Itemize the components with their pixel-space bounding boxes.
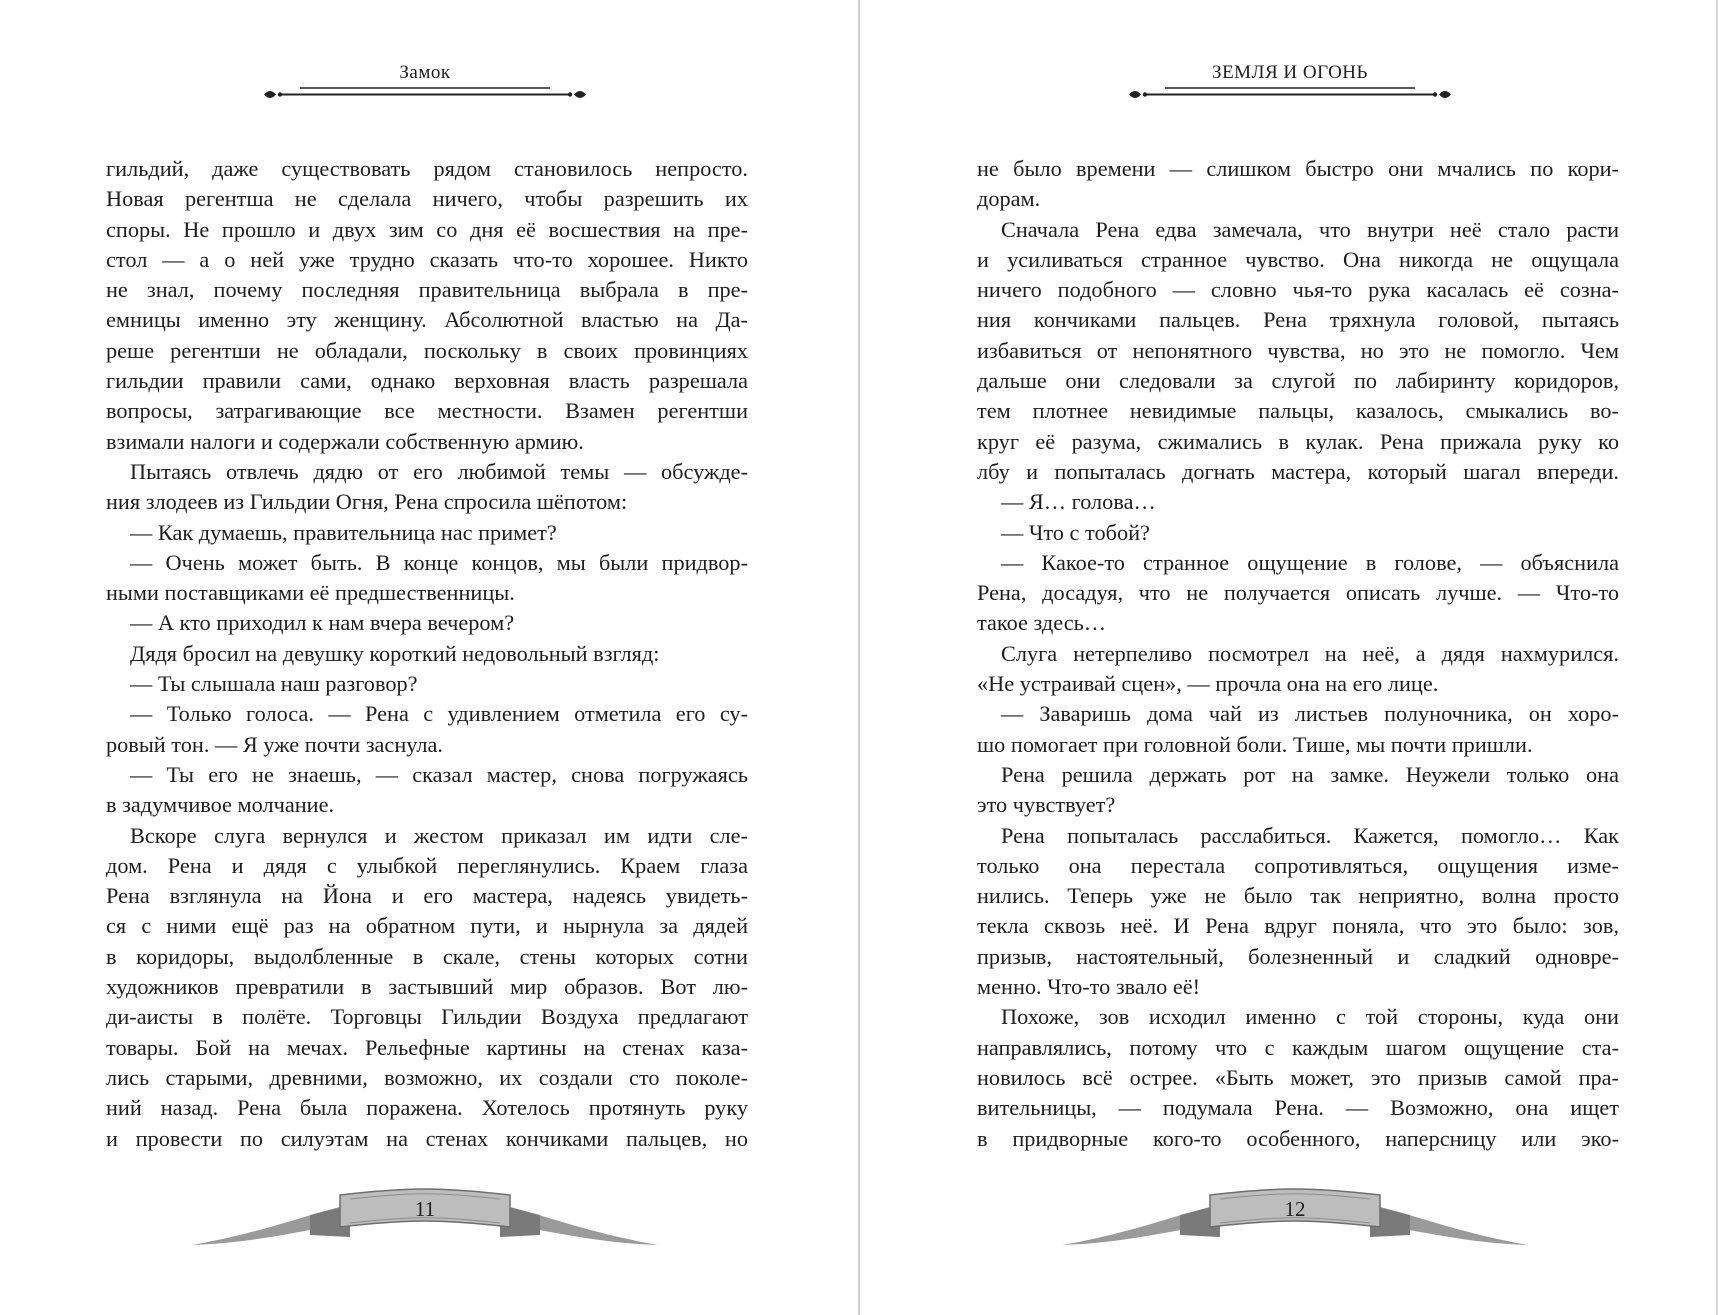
folio-left	[190, 1185, 660, 1255]
text-line: круг её разума, сжимались в кулак. Рена прижала руку ко	[977, 428, 1619, 454]
page-number: 11	[414, 1197, 436, 1221]
text-line: ния злодеев из Гильдии Огня, Рена спросила шёпотом:	[106, 489, 628, 515]
running-head-title: ЗЕМЛЯ И ОГОНЬ	[1212, 62, 1368, 83]
text-line: ничего подобного — словно чья-то рука касалась её созна-	[977, 277, 1619, 303]
text-line: стол — а о ней уже трудно сказать что-то хорошее. Никто	[106, 246, 748, 272]
ornamental-rule-icon	[260, 85, 590, 109]
text-line: направлялись, потому что с каждым шагом ощущение ста-	[977, 1034, 1619, 1060]
page-number: 12	[1284, 1197, 1306, 1221]
text-line: Сначала Рена едва замечала, что внутри неё стало расти	[1001, 216, 1619, 242]
text-line: гильдии правили сами, однако верховная власть разрешала	[106, 368, 748, 394]
text-line: вительницы, — подумала Рена. — Возможно, она ищет	[977, 1095, 1619, 1121]
text-line: в придворные кого-то особенного, наперсницу или эко-	[977, 1125, 1619, 1151]
text-line: тем плотнее невидимые пальцы, казалось, смыкались во-	[977, 398, 1619, 424]
text-line: реше регентши не обладали, поскольку в своих провинциях	[106, 337, 748, 363]
running-head-right	[1125, 55, 1455, 105]
text-line: лись старыми, древними, возможно, их создали сто поколе-	[106, 1064, 748, 1090]
text-block-left	[106, 154, 748, 1154]
text-line: ди-аисты в полёте. Торговцы Гильдии Воздуха предлагают	[106, 1004, 748, 1030]
text-line: и усиливаться странное чувство. Она никогда не ощущала	[977, 246, 1619, 272]
text-line: вопросы, затрагивающие все местности. Взамен регентши	[106, 398, 748, 424]
running-head-title: Замок	[399, 62, 451, 83]
text-line: в коридоры, выдолбленные в скале, стены которых сотни	[106, 943, 748, 969]
text-line: Похоже, зов исходил именно с той стороны, куда они	[1001, 1004, 1619, 1030]
text-line: не было времени — слишком быстро они мчались по кори-	[977, 156, 1619, 181]
text-line: гильдий, даже существовать рядом становилось непросто.	[106, 156, 748, 181]
text-line: дальше они следовали за слугой по лабиринту коридоров,	[977, 368, 1619, 394]
text-line: — Ты слышала наш разговор?	[130, 671, 418, 697]
text-line: Пытаясь отвлечь дядю от его любимой темы — обсужде-	[130, 458, 748, 484]
text-line: — Что с тобой?	[1001, 519, 1150, 545]
text-line: это чувствует?	[977, 792, 1116, 818]
text-line: емницы именно эту женщину. Абсолютной властью на Да-	[106, 307, 748, 333]
text-line: товары. Бой на мечах. Рельефные картины на стенах каза-	[106, 1034, 748, 1060]
text-line: в задумчивое молчание.	[106, 792, 335, 818]
text-line: избавиться от непонятного чувства, но это не помогло. Чем	[977, 337, 1619, 363]
text-line: Дядя бросил на девушку короткий недовольный взгляд:	[130, 640, 660, 666]
text-line: «Не устраивай сцен», — прочла она на его лице.	[977, 671, 1439, 697]
text-line: Новая регентша не сделала ничего, чтобы разрешить их	[106, 186, 748, 212]
text-line: менно. Что-то звало её!	[977, 974, 1201, 1000]
text-line: только она перестала сопротивляться, ощущения изме-	[977, 852, 1619, 878]
left-page	[0, 0, 858, 1315]
text-line: такое здесь…	[977, 610, 1107, 636]
text-line: шо помогает при головной боли. Тише, мы почти пришли.	[977, 731, 1533, 757]
running-head-left	[260, 55, 590, 105]
text-block-right	[977, 154, 1619, 1154]
text-line: Рена попыталась расслабиться. Кажется, помогло… Как	[1001, 822, 1619, 848]
text-line: Слуга нетерпеливо посмотрел на неё, а дядя нахмурился.	[1001, 640, 1619, 666]
text-line: лбу и попыталась догнать мастера, который шагал впереди.	[977, 458, 1619, 484]
text-line: ными поставщиками её предшественницы.	[106, 580, 515, 606]
text-line: — Как думаешь, правительница нас примет?	[130, 519, 557, 545]
text-line: — А кто приходил к нам вчера вечером?	[130, 610, 515, 636]
text-line: ровый тон. — Я уже почти заснула.	[106, 731, 444, 757]
text-line: ния кончиками пальцев. Рена тряхнула головой, пытаясь	[977, 307, 1619, 333]
text-line: дом. Рена и дядя с улыбкой переглянулись. Краем глаза	[106, 852, 748, 878]
text-line: нились. Теперь уже не было так неприятно, волна просто	[977, 883, 1619, 909]
text-line: ся с ними ещё раз на обратном пути, и нырнула за дядей	[106, 913, 748, 939]
right-page	[860, 0, 1718, 1315]
text-line: взимали налоги и содержали собственную армию.	[106, 428, 584, 454]
text-line: — Очень может быть. В конце концов, мы были придвор-	[130, 549, 748, 575]
text-line: Рена взглянула на Йона и его мастера, надеясь увидеть-	[106, 883, 748, 909]
text-line: новилось всё острее. «Быть может, это призыв самой пра-	[977, 1064, 1619, 1090]
text-line: споры. Не прошло и двух зим со дня её восшествия на пре-	[106, 216, 748, 242]
text-line: не знал, почему последняя правительница выбрала в пре-	[106, 277, 748, 303]
text-line: призыв, настоятельный, болезненный и сладкий одновре-	[977, 943, 1619, 969]
text-line: и провести по силуэтам на стенах кончиками пальцев, но	[106, 1125, 748, 1151]
text-line: — Какое-то странное ощущение в голове, — объяснила	[1001, 549, 1619, 575]
text-line: Рена, досадуя, что не получается описать лучше. — Что-то	[977, 580, 1619, 606]
ornamental-rule-icon	[1125, 85, 1455, 109]
text-line: Рена решила держать рот на замке. Неужели только она	[1001, 761, 1619, 787]
text-line: — Я… голова…	[1001, 489, 1156, 515]
text-line: дорам.	[977, 186, 1041, 212]
text-line: — Только голоса. — Рена с удивлением отметила его су-	[130, 701, 748, 727]
text-line: художников превратили в застывший мир образов. Вот лю-	[106, 974, 748, 1000]
text-line: текла сквозь неё. И Рена вдруг поняла, что это было: зов,	[977, 913, 1619, 939]
text-line: — Заваришь дома чай из листьев полуночника, он хоро-	[1001, 701, 1619, 727]
text-line: — Ты его не знаешь, — сказал мастер, снова погружаясь	[130, 761, 748, 787]
folio-right	[1060, 1185, 1530, 1255]
text-line: ний назад. Рена была поражена. Хотелось протянуть руку	[106, 1095, 748, 1121]
text-line: Вскоре слуга вернулся и жестом приказал им идти сле-	[130, 822, 748, 848]
